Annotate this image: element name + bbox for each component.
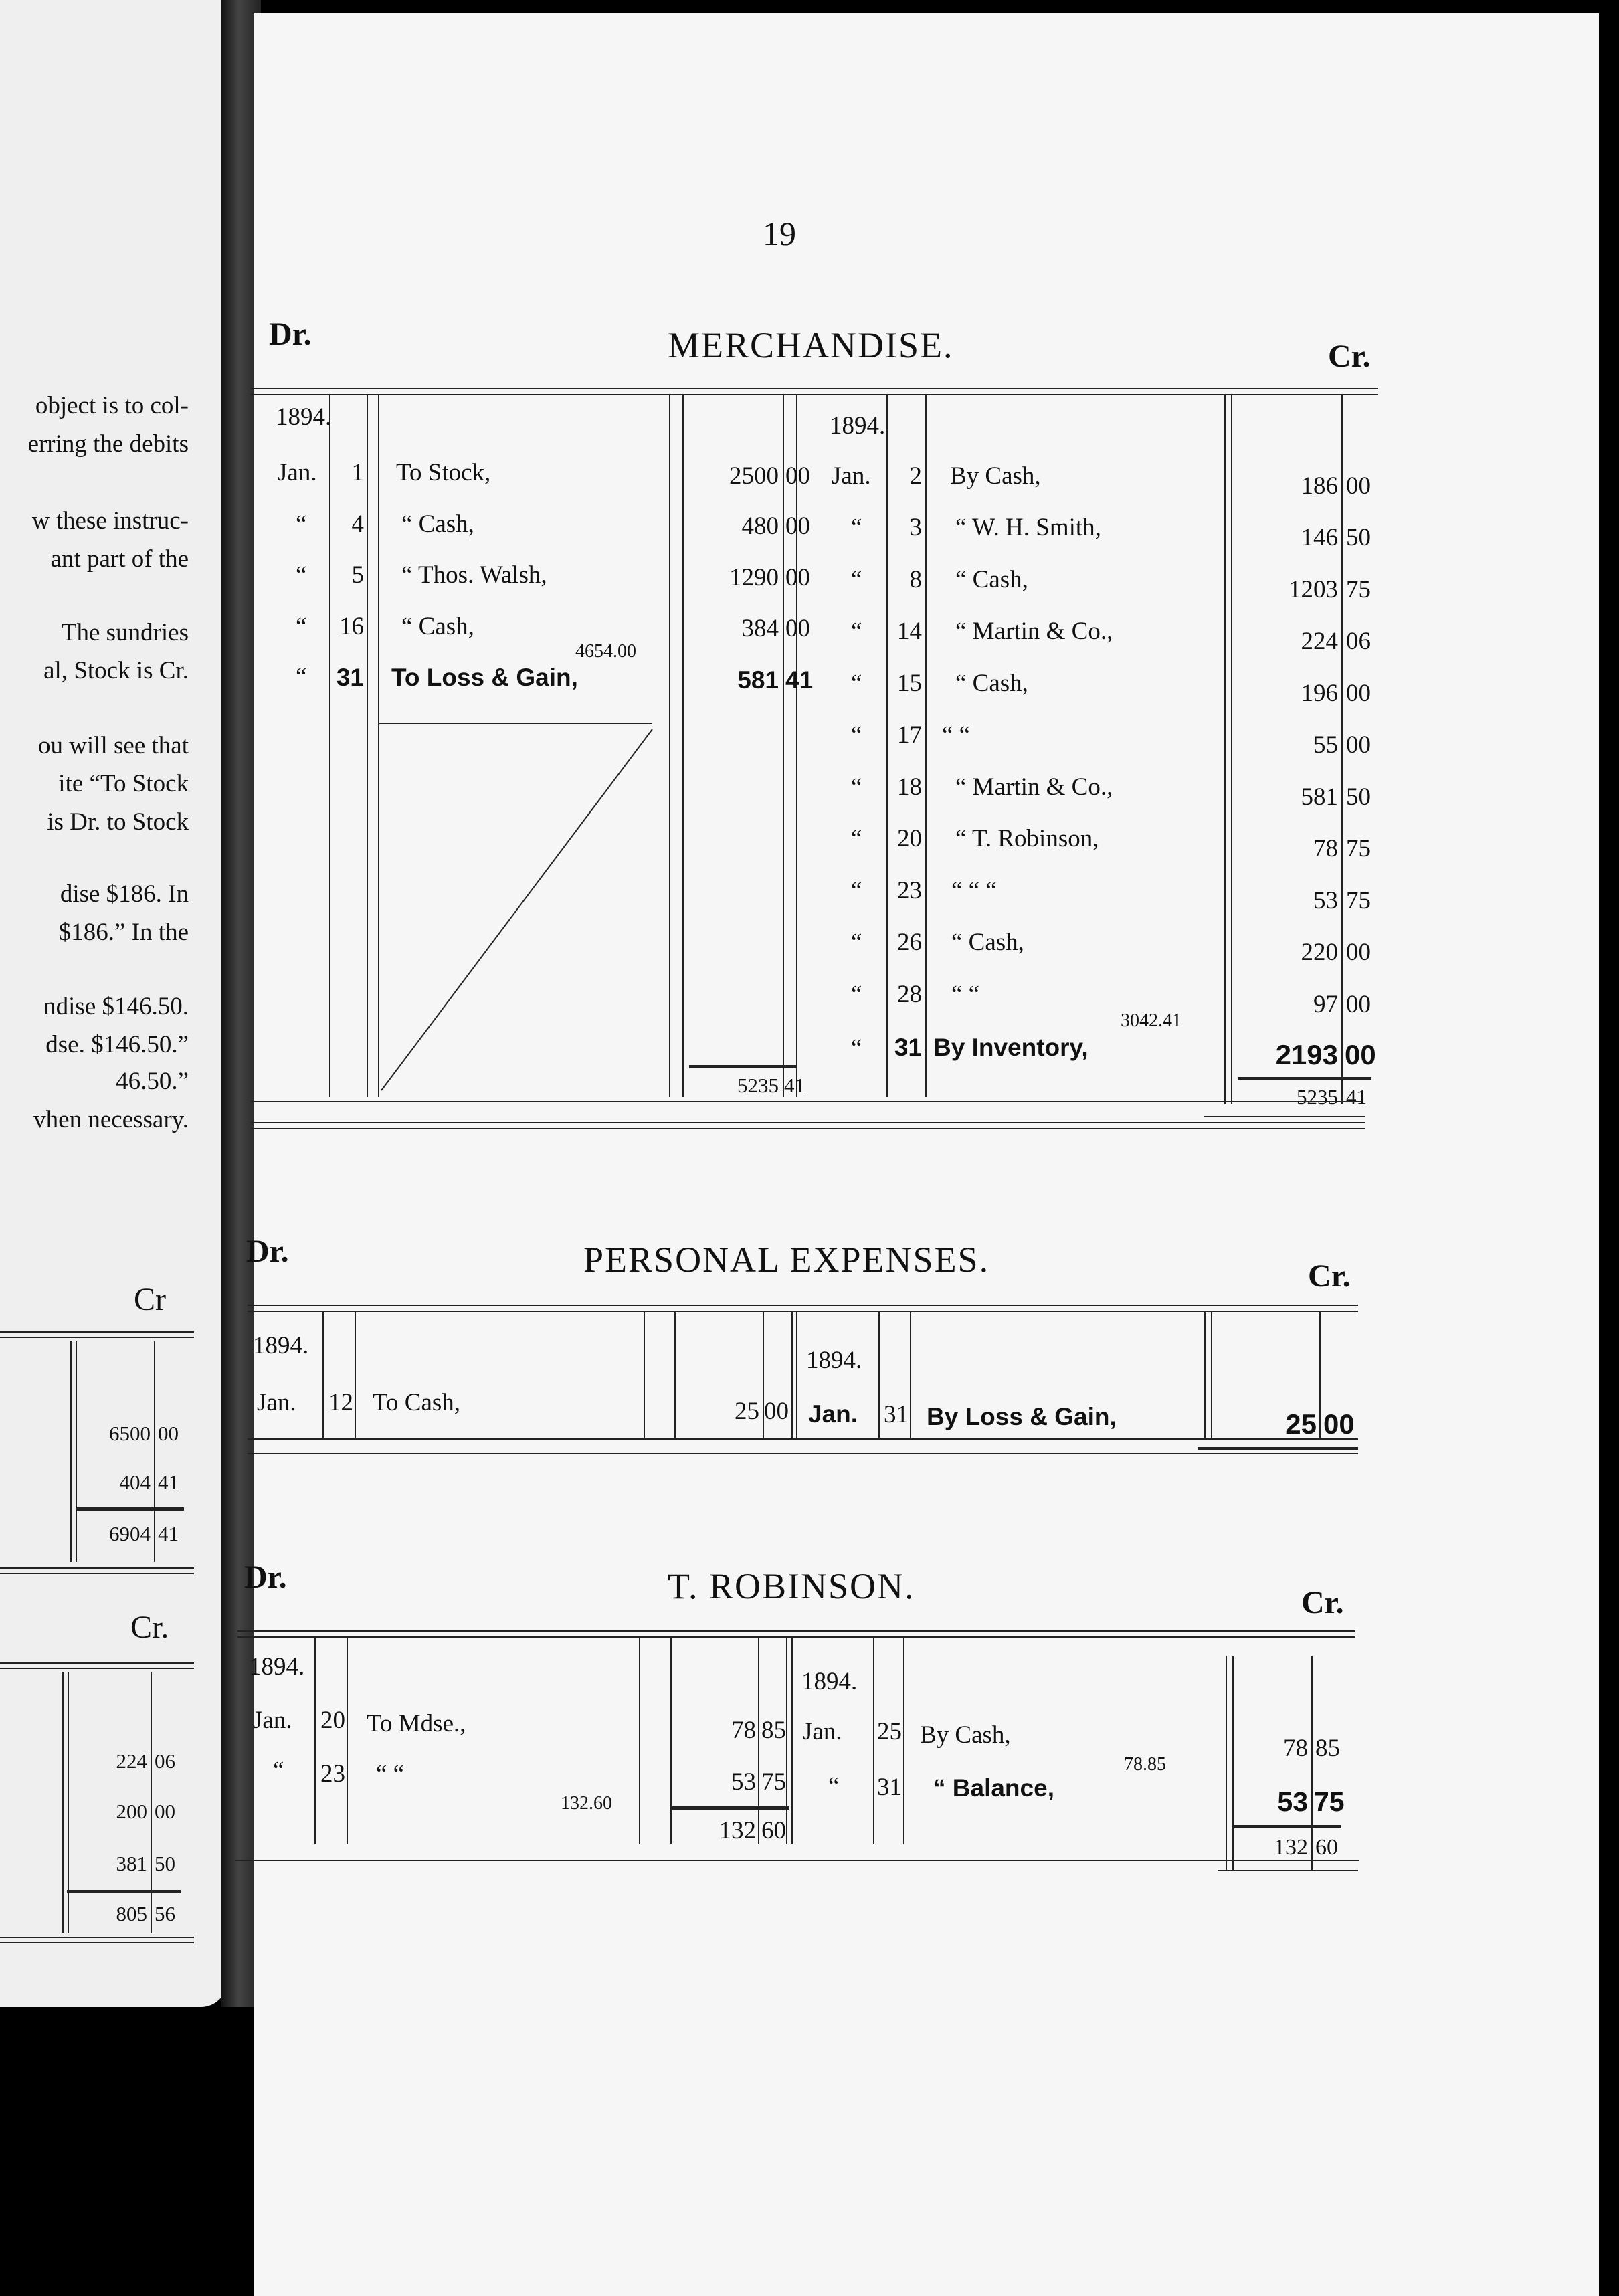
- rule: [0, 1573, 194, 1574]
- rule: [251, 1128, 1365, 1129]
- rule: [329, 395, 330, 1097]
- entry-cents: 41: [785, 666, 814, 694]
- left-amount: 404: [119, 1470, 151, 1494]
- entry-month: “: [851, 981, 862, 1008]
- entry-dollars: 480: [741, 512, 779, 540]
- entry-day: 12: [328, 1389, 353, 1416]
- entry-dollars: 25: [1285, 1408, 1317, 1440]
- entry-dollars: 224: [1301, 628, 1338, 655]
- entry-description: “ Cash,: [955, 566, 1028, 593]
- rule: [689, 1065, 796, 1068]
- page-number: 19: [763, 215, 796, 252]
- left-amount: 200: [116, 1800, 147, 1823]
- rule: [639, 1637, 640, 1844]
- rule: [70, 1341, 72, 1562]
- entry-description: To Cash,: [373, 1389, 461, 1416]
- rule: [903, 1637, 904, 1844]
- rule: [1226, 1656, 1227, 1870]
- rule: [1232, 1656, 1234, 1870]
- entry-description: “ Thos. Walsh,: [401, 561, 547, 589]
- entry-dollars: 78: [1283, 1735, 1308, 1762]
- entry-month: “: [851, 929, 862, 956]
- robinson-dr-label: Dr.: [244, 1559, 287, 1595]
- rule: [251, 1101, 1361, 1102]
- entry-day: 17: [897, 721, 922, 749]
- entry-day: 4: [351, 510, 364, 538]
- entry-day: 3: [909, 514, 922, 541]
- left-text-line: ndise $146.50.: [43, 993, 189, 1020]
- entry-cents: 75: [1346, 887, 1371, 915]
- entry-month: “: [851, 670, 862, 697]
- rule: [674, 1311, 676, 1438]
- entry-day: 15: [897, 670, 922, 697]
- entry-cents: 00: [764, 1398, 789, 1425]
- rule: [1311, 1656, 1313, 1870]
- entry-dollars: 146: [1301, 524, 1338, 551]
- entry-day: 2: [909, 462, 922, 490]
- left-amount: 805: [116, 1902, 147, 1925]
- rule: [0, 1337, 194, 1338]
- left-text-line: erring the debits: [27, 430, 189, 458]
- rule: [251, 1122, 1365, 1123]
- rule: [1238, 1077, 1371, 1080]
- rule: [248, 1453, 1358, 1454]
- credit-subtotal: 3042.41: [1121, 1010, 1181, 1031]
- personal-expenses-title: PERSONAL EXPENSES.: [583, 1240, 990, 1280]
- entry-day: 31: [894, 1034, 922, 1061]
- entry-dollars: 25: [735, 1398, 759, 1425]
- rule: [1204, 1311, 1206, 1438]
- rule: [68, 1672, 69, 1933]
- entry-day: 31: [884, 1401, 909, 1428]
- entry-day: 23: [897, 877, 922, 904]
- entry-cents: 06: [1346, 628, 1371, 655]
- entry-day: 18: [897, 773, 922, 801]
- left-cents: 06: [155, 1749, 175, 1773]
- entry-description: By Cash,: [950, 462, 1041, 490]
- entry-description: By Inventory,: [933, 1034, 1088, 1061]
- rule: [1231, 395, 1232, 1104]
- rule: [0, 1668, 194, 1669]
- entry-cents: 00: [785, 564, 810, 591]
- credit-total-cents: 60: [1315, 1835, 1338, 1860]
- debit-total-dollars: 132: [719, 1817, 756, 1844]
- rule: [1224, 395, 1226, 1104]
- entry-cents: 75: [1346, 835, 1371, 862]
- entry-month: “: [851, 566, 862, 593]
- entry-dollars: 581: [1301, 783, 1338, 811]
- rule: [347, 1637, 348, 1844]
- entry-month: Jan.: [278, 459, 317, 486]
- entry-dollars: 1290: [729, 564, 779, 591]
- rule: [1211, 1311, 1212, 1438]
- left-text-line: 46.50.”: [116, 1068, 189, 1095]
- robinson-credit-year: 1894.: [801, 1668, 858, 1695]
- entry-cents: 00: [1345, 1039, 1376, 1070]
- rule: [0, 1331, 194, 1333]
- merchandise-title: MERCHANDISE.: [668, 325, 954, 365]
- entry-description: “ Balance,: [933, 1774, 1054, 1802]
- entry-month: “: [851, 773, 862, 801]
- left-text-line: dse. $146.50.”: [45, 1031, 189, 1058]
- entry-description: “ Cash,: [401, 613, 474, 640]
- rule: [151, 1672, 152, 1933]
- left-cents: 50: [155, 1852, 175, 1875]
- rule: [1341, 395, 1343, 1104]
- personal-expenses-dr-label: Dr.: [246, 1234, 289, 1269]
- left-text-line: dise $186. In: [60, 880, 189, 908]
- entry-dollars: 2500: [729, 462, 779, 490]
- left-amount: 6904: [109, 1522, 151, 1545]
- rule: [314, 1637, 316, 1844]
- rule: [1218, 1870, 1358, 1871]
- rule: [76, 1341, 77, 1562]
- left-cents: 00: [158, 1422, 179, 1445]
- entry-day: 25: [877, 1718, 902, 1745]
- entry-description: “ T. Robinson,: [955, 825, 1099, 852]
- entry-description: “ “: [942, 721, 971, 749]
- left-cents: 56: [155, 1902, 175, 1925]
- entry-month: “: [296, 613, 307, 640]
- entry-day: 5: [351, 561, 364, 589]
- left-text-line: ite “To Stock: [58, 770, 189, 797]
- left-amount: 381: [116, 1852, 147, 1875]
- rule: [237, 1636, 1355, 1638]
- entry-day: 31: [877, 1774, 902, 1801]
- credit-total-cents: 41: [1346, 1085, 1367, 1109]
- entry-month: Jan.: [253, 1707, 292, 1734]
- entry-month: “: [296, 510, 307, 538]
- entry-month: “: [828, 1772, 840, 1800]
- rule: [62, 1672, 64, 1933]
- credit-total-dollars: 5235: [1297, 1085, 1338, 1109]
- rule: [644, 1311, 645, 1438]
- rule: [67, 1890, 181, 1893]
- left-amount: 224: [116, 1749, 147, 1773]
- entry-day: 8: [909, 566, 922, 593]
- entry-dollars: 196: [1301, 680, 1338, 707]
- rule: [682, 395, 684, 1097]
- left-text-line: al, Stock is Cr.: [43, 657, 189, 684]
- rule: [248, 1311, 1358, 1312]
- robinson-cr-label: Cr.: [1301, 1585, 1344, 1620]
- left-cr-label: Cr: [134, 1282, 166, 1317]
- entry-description: “ “ “: [951, 877, 997, 904]
- entry-description: To Mdse.,: [367, 1710, 466, 1737]
- entry-cents: 75: [761, 1768, 786, 1796]
- entry-cents: 00: [1346, 991, 1371, 1018]
- left-text-line: ant part of the: [50, 545, 189, 573]
- rule: [367, 395, 368, 1097]
- rule: [791, 1637, 793, 1844]
- rule: [322, 1311, 324, 1438]
- entry-description: To Stock,: [396, 459, 491, 486]
- entry-description: “ Cash,: [955, 670, 1028, 697]
- rule: [248, 1438, 1358, 1440]
- entry-cents: 00: [1323, 1408, 1355, 1440]
- entry-dollars: 53: [1277, 1786, 1308, 1817]
- rule: [355, 1311, 356, 1438]
- entry-dollars: 55: [1313, 731, 1338, 759]
- entry-cents: 85: [761, 1717, 786, 1744]
- merchandise-credit-year: 1894.: [830, 412, 886, 440]
- entry-description: “ “: [376, 1760, 405, 1788]
- rule: [0, 1937, 194, 1938]
- entry-dollars: 53: [1313, 887, 1338, 915]
- entry-cents: 75: [1314, 1786, 1345, 1817]
- rule: [1204, 1116, 1365, 1117]
- rule: [77, 1507, 184, 1511]
- rule: [0, 1942, 194, 1943]
- rule: [251, 388, 1378, 389]
- left-cents: 41: [158, 1522, 179, 1545]
- entry-description: “ Cash,: [401, 510, 474, 538]
- left-text-line: The sundries: [61, 619, 189, 646]
- rule: [235, 1860, 1359, 1861]
- entry-day: 26: [897, 929, 922, 956]
- entry-month: “: [851, 514, 862, 541]
- rule: [154, 1341, 155, 1562]
- rule: [669, 395, 670, 1097]
- entry-cents: 00: [1346, 472, 1371, 500]
- rule: [878, 1311, 880, 1438]
- entry-month: Jan.: [803, 1718, 842, 1745]
- rule: [796, 1311, 797, 1438]
- rule: [783, 395, 784, 1097]
- left-text-line: object is to col-: [35, 392, 189, 419]
- entry-cents: 50: [1346, 524, 1371, 551]
- rule: [251, 394, 1378, 395]
- entry-description: “ “: [951, 981, 980, 1008]
- entry-dollars: 581: [737, 666, 779, 694]
- entry-dollars: 97: [1313, 991, 1338, 1018]
- entry-dollars: 78: [1313, 835, 1338, 862]
- entry-month: “: [851, 825, 862, 852]
- rule: [0, 1662, 194, 1664]
- entry-dollars: 220: [1301, 939, 1338, 966]
- entry-description: By Cash,: [920, 1721, 1011, 1749]
- entry-cents: 50: [1346, 783, 1371, 811]
- entry-day: 1: [351, 459, 364, 486]
- debit-subtotal: 4654.00: [575, 641, 636, 662]
- entry-month: “: [273, 1757, 284, 1784]
- entry-day: 16: [339, 613, 364, 640]
- left-text-line: w these instruc-: [31, 507, 189, 535]
- entry-month: “: [851, 617, 862, 645]
- rule: [1198, 1447, 1358, 1450]
- entry-cents: 00: [785, 512, 810, 540]
- rule: [910, 1311, 911, 1438]
- left-text-line: ou will see that: [37, 732, 189, 759]
- entry-month: Jan.: [832, 462, 871, 490]
- rule: [796, 395, 797, 1097]
- diagonal-fill-line: [378, 723, 659, 1097]
- rule: [237, 1630, 1355, 1632]
- left-text-line: $186.” In the: [58, 919, 189, 946]
- entry-description: “ Martin & Co.,: [955, 773, 1113, 801]
- credit-total-dollars: 132: [1274, 1835, 1308, 1860]
- debit-subtotal: 132.60: [561, 1793, 612, 1814]
- left-text-line: is Dr. to Stock: [47, 808, 189, 836]
- rule: [670, 1637, 672, 1844]
- entry-month: “: [296, 663, 307, 690]
- merchandise-cr-label: Cr.: [1328, 339, 1371, 374]
- entry-month: “: [851, 1034, 862, 1062]
- entry-cents: 00: [785, 462, 810, 490]
- rule: [758, 1637, 759, 1844]
- credit-subtotal: 78.85: [1124, 1754, 1166, 1775]
- rule: [1319, 1311, 1321, 1438]
- merchandise-dr-label: Dr.: [269, 316, 312, 352]
- rule: [886, 395, 888, 1097]
- entry-day: 23: [320, 1760, 345, 1788]
- entry-description: “ Cash,: [951, 929, 1024, 956]
- entry-month: “: [851, 721, 862, 749]
- entry-dollars: 2193: [1275, 1039, 1338, 1070]
- entry-cents: 75: [1346, 576, 1371, 603]
- entry-month: “: [851, 877, 862, 904]
- entry-dollars: 384: [741, 615, 779, 642]
- entry-dollars: 186: [1301, 472, 1338, 500]
- entry-month: Jan.: [808, 1400, 858, 1428]
- left-text-line: vhen necessary.: [33, 1106, 189, 1133]
- entry-day: 31: [336, 664, 364, 691]
- rule: [786, 1637, 787, 1844]
- entry-month: “: [296, 561, 307, 589]
- entry-day: 20: [320, 1707, 345, 1734]
- debit-total-dollars: 5235: [737, 1074, 779, 1097]
- entry-cents: 00: [1346, 680, 1371, 707]
- left-page-fragment: [0, 0, 227, 2007]
- personal-expenses-debit-year: 1894.: [253, 1332, 309, 1359]
- rule: [248, 1305, 1358, 1306]
- entry-cents: 85: [1315, 1735, 1340, 1762]
- entry-month: Jan.: [257, 1389, 296, 1416]
- entry-dollars: 1203: [1289, 576, 1338, 603]
- robinson-debit-year: 1894.: [249, 1653, 305, 1681]
- entry-dollars: 78: [731, 1717, 756, 1744]
- entry-cents: 00: [1346, 939, 1371, 966]
- rule: [0, 1567, 194, 1569]
- left-cents: 00: [155, 1800, 175, 1823]
- robinson-title: T. ROBINSON.: [668, 1566, 915, 1606]
- merchandise-debit-year: 1894.: [276, 403, 332, 431]
- personal-expenses-cr-label: Cr.: [1308, 1258, 1351, 1294]
- left-cents: 41: [158, 1470, 179, 1494]
- entry-day: 28: [897, 981, 922, 1008]
- rule: [1234, 1825, 1341, 1828]
- entry-cents: 00: [785, 615, 810, 642]
- debit-total-cents: 60: [761, 1817, 786, 1844]
- entry-day: 14: [897, 617, 922, 645]
- entry-description: “ W. H. Smith,: [955, 514, 1101, 541]
- entry-cents: 00: [1346, 731, 1371, 759]
- personal-expenses-credit-year: 1894.: [806, 1347, 862, 1374]
- entry-description: “ Martin & Co.,: [955, 617, 1113, 645]
- entry-dollars: 53: [731, 1768, 756, 1796]
- entry-description: By Loss & Gain,: [927, 1403, 1117, 1430]
- entry-description: To Loss & Gain,: [391, 664, 578, 691]
- left-amount: 6500: [109, 1422, 151, 1445]
- rule: [672, 1806, 789, 1810]
- rule: [791, 1311, 793, 1438]
- debit-total-cents: 41: [784, 1074, 805, 1097]
- rule: [873, 1637, 874, 1844]
- rule: [925, 395, 927, 1097]
- left-cr-label: Cr.: [130, 1610, 169, 1645]
- entry-day: 20: [897, 825, 922, 852]
